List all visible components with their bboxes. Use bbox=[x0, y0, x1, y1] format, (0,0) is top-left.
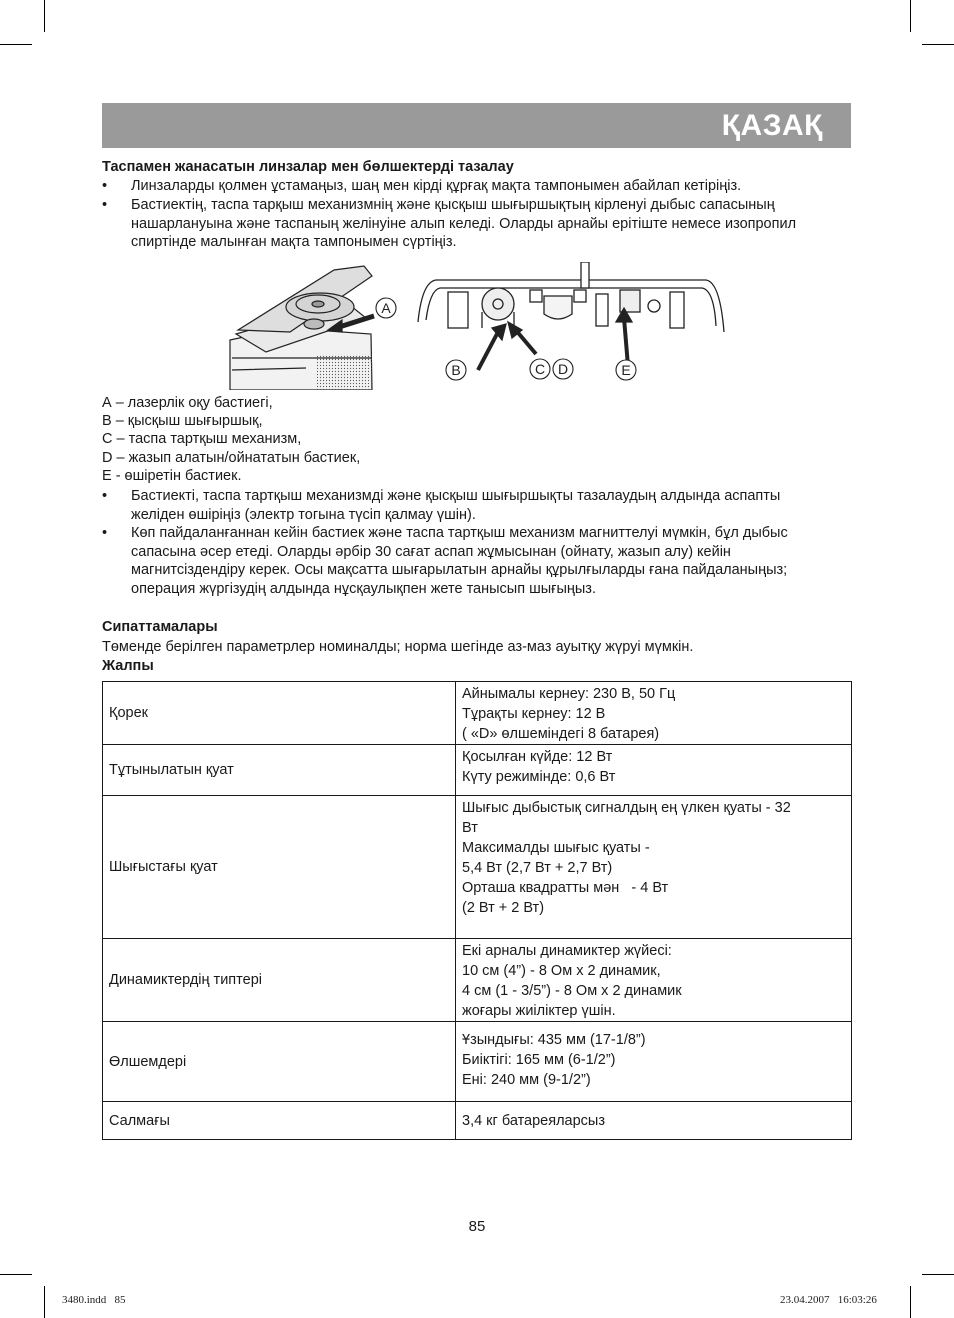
specs-heading: Сипаттамалары bbox=[102, 619, 218, 635]
specs-subheading: Жалпы bbox=[102, 658, 154, 674]
table-row bbox=[103, 682, 852, 745]
list-item bbox=[102, 487, 862, 525]
spec-value-line: 10 см (4”) - 8 Ом х 2 динамик, bbox=[462, 963, 661, 979]
bullet-text: Көп пайдаланғаннан кейін бастиек және таспа тартқыш механизм магниттелуі мүмкін, бұл дыбыс сапасына әсер етеді. Оларды әрбір 30 сағат аспап жұмысынан (ойнату, жазып алу) кейін магнитсіздендіру керек. Осы мақсатта шығарылатын арнайы құрылғыларды ғана пайдаланыңыз; операция жүргізудің алдында нұсқаулықпен жете танысып шығыңыз. bbox=[131, 525, 788, 597]
crop-mark bbox=[922, 1274, 954, 1275]
crop-mark bbox=[0, 1274, 32, 1275]
spec-label: Динамиктердің типтері bbox=[103, 939, 456, 1022]
list-item bbox=[102, 177, 862, 196]
spec-value-line: 4 см (1 - 3/5”) - 8 Ом х 2 динамик bbox=[462, 983, 682, 999]
bullet-icon: • bbox=[102, 488, 108, 504]
table-row bbox=[103, 1102, 852, 1140]
spec-value-line: Екі арналы динамиктер жүйесі: bbox=[462, 943, 672, 959]
spec-value-line: Орташа квадратты мән - 4 Вт bbox=[462, 880, 669, 896]
legend-item: А – лазерлік оқу бастиегі, bbox=[102, 395, 273, 411]
label-a: A bbox=[381, 300, 391, 316]
spec-value-line: Қосылған күйде: 12 Вт bbox=[462, 749, 613, 765]
table-row bbox=[103, 796, 852, 939]
spec-value bbox=[456, 1102, 852, 1140]
bullet-icon: • bbox=[102, 197, 108, 213]
bullet-text: Бастиекті, таспа тартқыш механизмді және қысқыш шығыршықты тазалаудың алдында аспапты желіден өшіріңіз (электр тогына түсіп қалмау үшін). bbox=[131, 488, 781, 523]
cassette-heads-illustration bbox=[226, 262, 726, 390]
table-row bbox=[103, 939, 852, 1022]
label-c: C bbox=[534, 361, 546, 377]
cd-player-drawing bbox=[230, 266, 374, 390]
crop-mark bbox=[910, 0, 911, 32]
spec-value bbox=[456, 1022, 852, 1102]
list-item bbox=[102, 524, 862, 600]
spec-value bbox=[456, 796, 852, 939]
spec-value-line: Максималды шығыс қуаты - bbox=[462, 840, 650, 856]
legend-item: D – жазып алатын/ойнататын бастиек, bbox=[102, 450, 361, 466]
legend-item: С – таспа тартқыш механизм, bbox=[102, 431, 302, 447]
table-row bbox=[103, 1022, 852, 1102]
spec-value-line: 3,4 кг батареяларсыз bbox=[462, 1112, 605, 1129]
crop-mark bbox=[922, 44, 954, 45]
spec-value-line: Шығыс дыбыстық сигналдың ең үлкен қуаты - 32 bbox=[462, 800, 791, 816]
bullet-icon: • bbox=[102, 525, 108, 541]
spec-value-line: Айнымалы кернеу: 230 В, 50 Гц bbox=[462, 686, 676, 702]
spec-value bbox=[456, 745, 852, 796]
list-item bbox=[102, 196, 862, 253]
bullet-icon: • bbox=[102, 178, 108, 194]
label-e: E bbox=[621, 362, 631, 378]
spec-value-line: жоғары жиіліктер үшін. bbox=[462, 1003, 616, 1019]
crop-mark bbox=[910, 1286, 911, 1318]
page-number: 85 bbox=[468, 1218, 486, 1235]
spec-label: Қорек bbox=[103, 682, 456, 745]
spec-value-line: Вт bbox=[462, 820, 478, 836]
spec-value-line: (2 Вт + 2 Вт) bbox=[462, 900, 545, 916]
spec-label: Өлшемдері bbox=[103, 1022, 456, 1102]
spec-value-line: Ені: 240 мм (9-1/2”) bbox=[462, 1072, 591, 1088]
specs-intro: Төменде берілген параметрлер номиналды; норма шегінде аз-маз ауытқу жүруі мүмкін. bbox=[102, 639, 694, 655]
spec-value-line: 5,4 Вт (2,7 Вт + 2,7 Вт) bbox=[462, 860, 613, 876]
spec-value-line: Күту режимінде: 0,6 Вт bbox=[462, 769, 616, 785]
spec-label: Салмағы bbox=[103, 1102, 456, 1140]
language-header-bar bbox=[102, 103, 851, 148]
specs-table bbox=[102, 681, 852, 1140]
spec-value-line: Тұрақты кернеу: 12 В bbox=[462, 706, 606, 722]
crop-mark bbox=[0, 44, 32, 45]
spec-value-line: ( «D» өлшеміндегі 8 батарея) bbox=[462, 726, 660, 742]
table-row bbox=[103, 745, 852, 796]
cassette-deck-drawing bbox=[418, 262, 724, 370]
footer-file-info: 3480.indd 85 bbox=[62, 1294, 126, 1306]
label-b: B bbox=[451, 362, 461, 378]
spec-label: Тұтынылатын қуат bbox=[103, 745, 456, 796]
cleaning-heading: Таспамен жанасатын линзалар мен бөлшектерді тазалау bbox=[102, 159, 514, 175]
spec-value-line: Ұзындығы: 435 мм (17-1/8”) bbox=[462, 1032, 646, 1048]
legend-item: В – қысқыш шығыршық, bbox=[102, 413, 263, 429]
footer-datetime: 23.04.2007 16:03:26 bbox=[780, 1294, 877, 1306]
legend-item: Е - өшіретін бастиек. bbox=[102, 468, 242, 484]
spec-label: Шығыстағы қуат bbox=[103, 796, 456, 939]
spec-value-line: Биіктігі: 165 мм (6-1/2”) bbox=[462, 1052, 616, 1068]
bullet-text: Линзаларды қолмен ұстамаңыз, шаң мен кірді құрғақ мақта тампонымен абайлап кетіріңіз. bbox=[131, 178, 742, 194]
bullet-text: Бастиектің, таспа тарқыш механизмнің және қысқыш шығыршықтың кірленуі дыбыс сапасының нашарлануына және таспаның желінуіне алып келеді. Оларды арнайы ерітіште немесе изопропил спиртінде малынған мақта тампонымен сүртіңіз. bbox=[131, 197, 797, 250]
crop-mark bbox=[44, 1286, 45, 1318]
language-title: ҚАЗАҚ bbox=[721, 109, 823, 142]
spec-value bbox=[456, 682, 852, 745]
label-d: D bbox=[557, 361, 569, 377]
crop-mark bbox=[44, 0, 45, 32]
spec-value bbox=[456, 939, 852, 1022]
